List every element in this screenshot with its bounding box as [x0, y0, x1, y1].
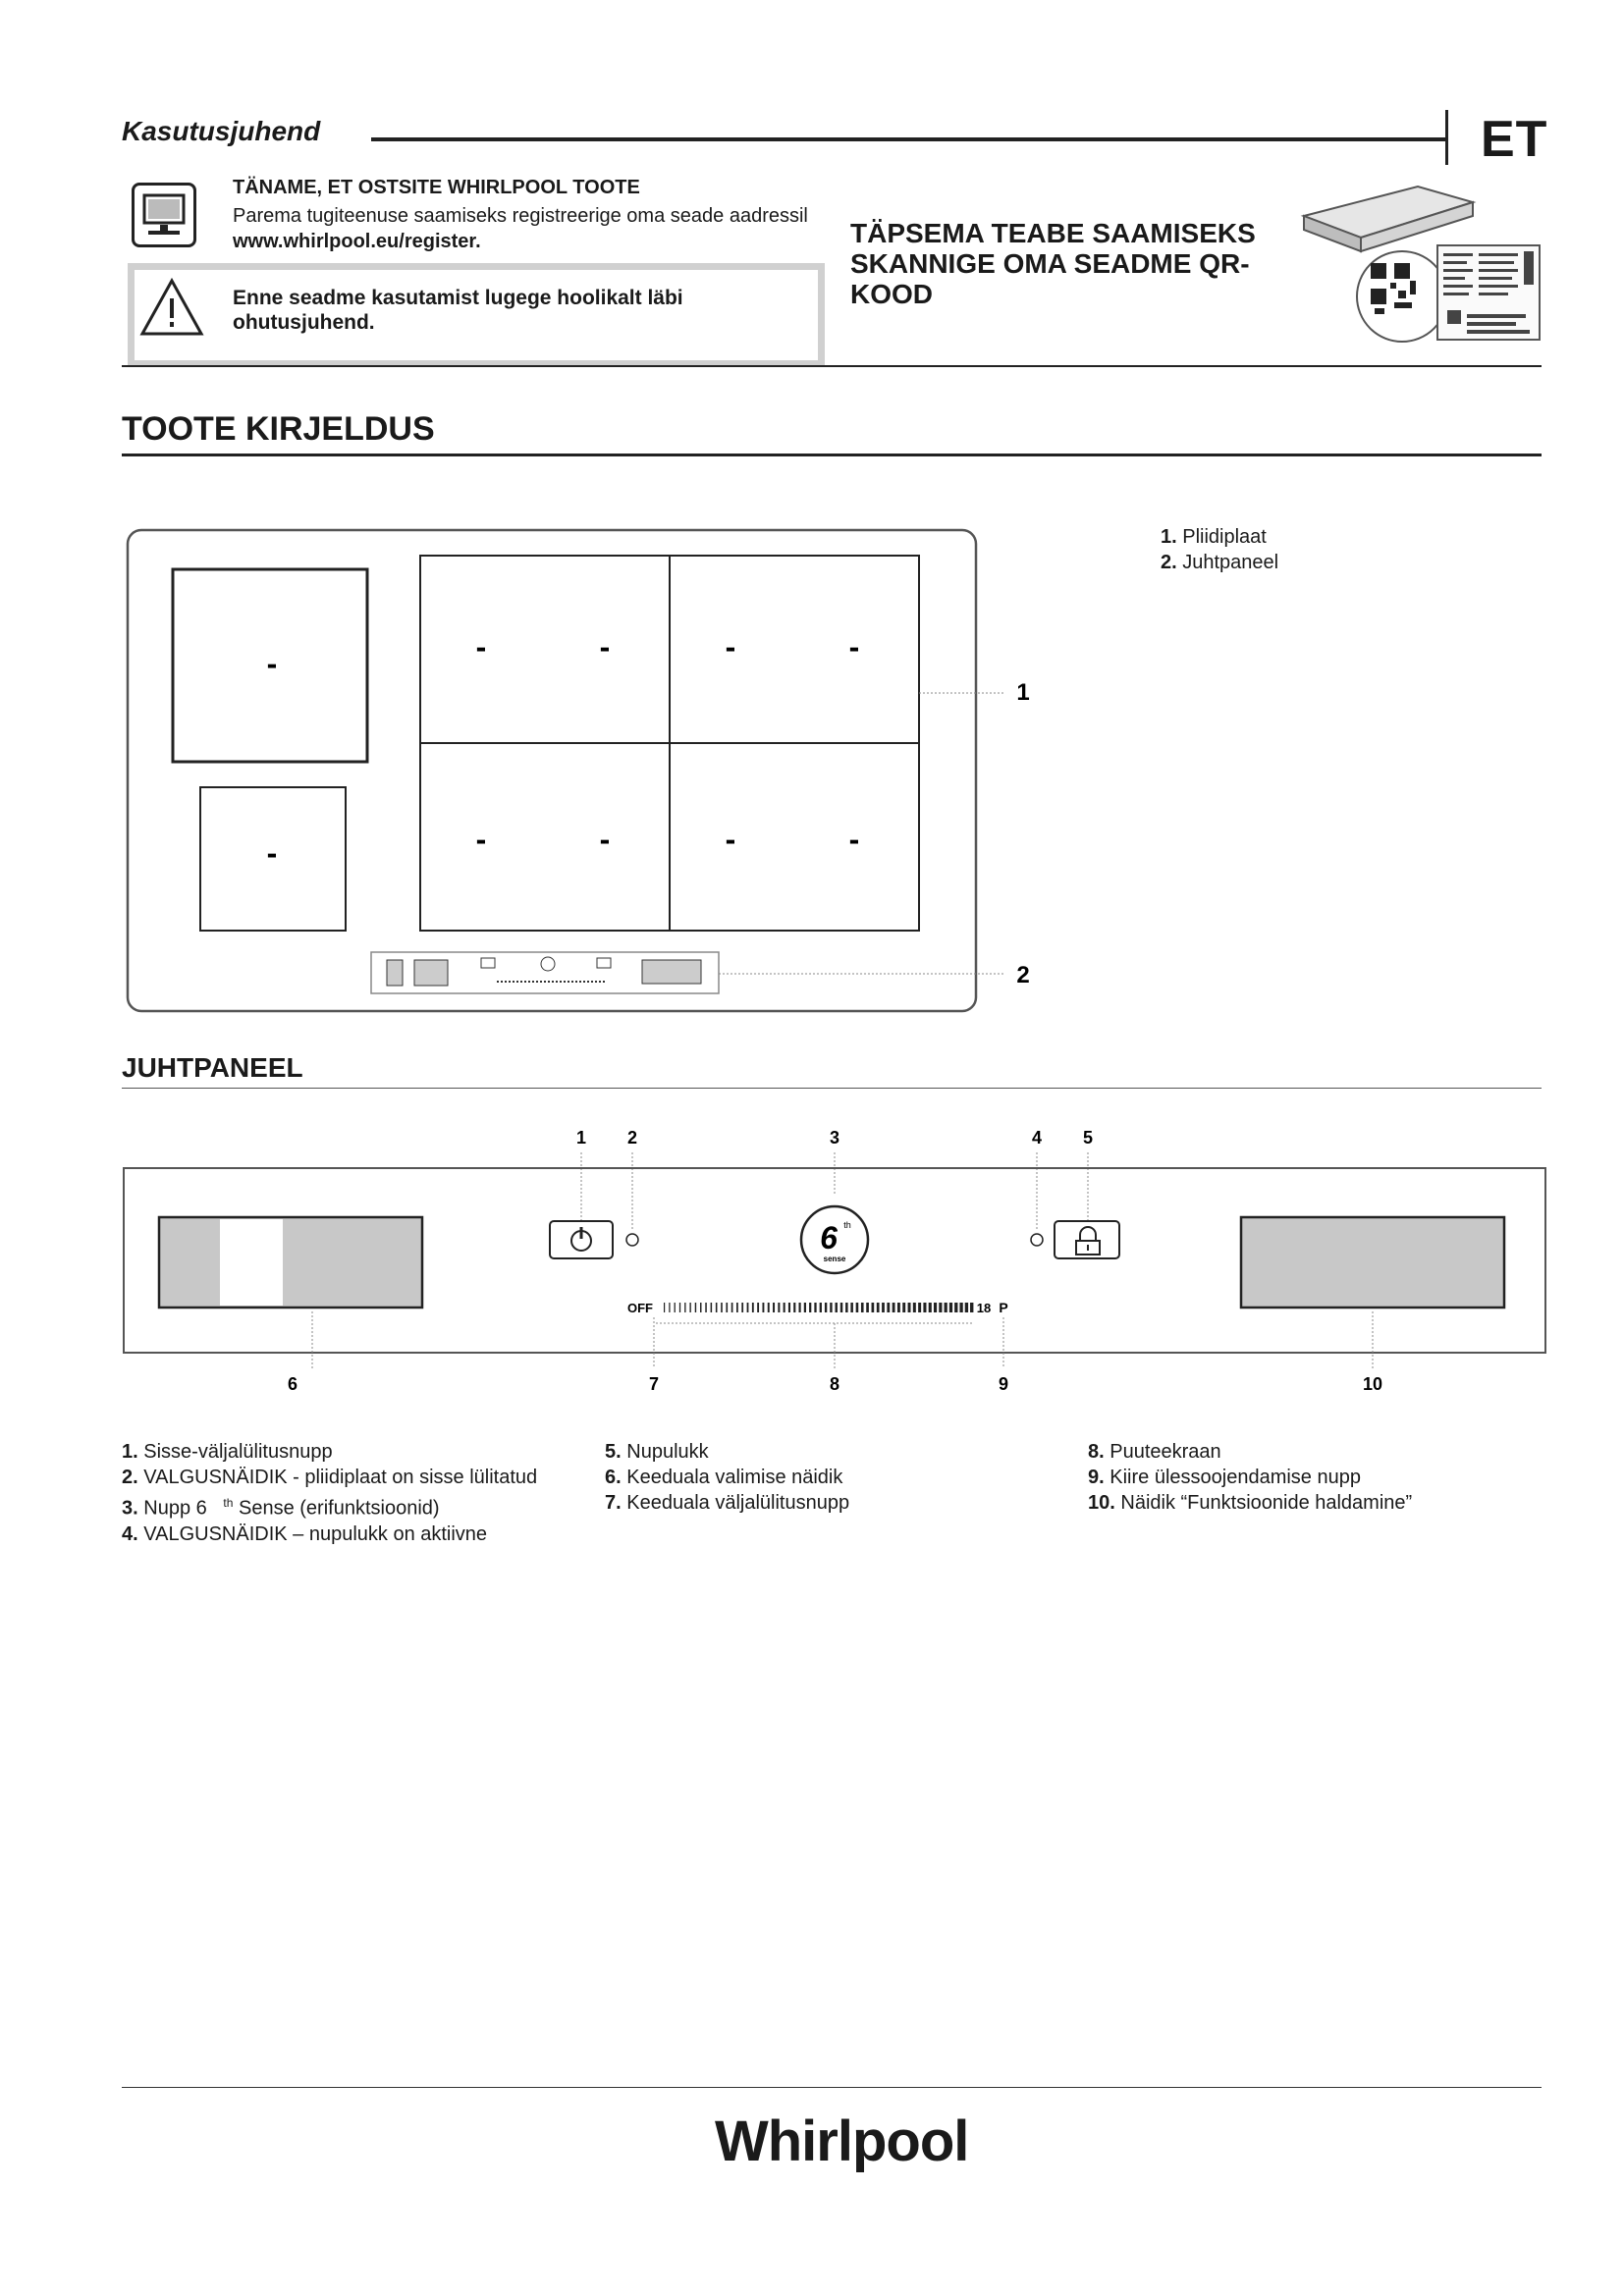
warning-line-1: Enne seadme kasutamist lugege hoolikalt läbi — [233, 287, 683, 309]
slider-tick — [939, 1303, 942, 1312]
legend-item: 9. Kiire ülessoojendamise nupp — [1088, 1467, 1361, 1488]
slider-tick — [830, 1303, 832, 1312]
slider-tick — [877, 1303, 880, 1312]
slider-tick — [934, 1303, 937, 1312]
product-heading-rule — [122, 454, 1542, 456]
power-indicator-led — [626, 1234, 638, 1246]
qr-line-1: TÄPSEMA TEABE SAAMISEKS — [850, 218, 1256, 248]
control-panel-rule — [122, 1088, 1542, 1089]
slider-tick — [945, 1303, 947, 1312]
whirlpool-logo: Whirlpool — [715, 2109, 969, 2173]
function-display — [1241, 1217, 1504, 1308]
warning-text — [233, 286, 743, 335]
product-legend — [1161, 524, 1278, 575]
footer-rule — [122, 2087, 1542, 2088]
slider-tick — [887, 1303, 890, 1312]
register-url[interactable]: www.whirlpool.eu/register. — [233, 231, 481, 252]
legend-item: 5. Nupulukk — [605, 1441, 709, 1463]
qr-line-3: KOOD — [850, 279, 933, 309]
slider-tick — [897, 1303, 900, 1312]
slider-tick — [705, 1303, 706, 1312]
slider-tick — [757, 1303, 759, 1312]
slider-tick — [949, 1303, 952, 1312]
slider-tick — [664, 1303, 665, 1312]
qr-line-2: SKANNIGE OMA SEADME QR- — [850, 248, 1250, 279]
slider-tick — [825, 1303, 827, 1312]
slider-tick — [908, 1303, 911, 1312]
legend-item: 4. VALGUSNÄIDIK – nupulukk on aktiivne — [122, 1522, 488, 1545]
panel-num-10: 10 — [1362, 1374, 1383, 1394]
slider-tick — [959, 1303, 962, 1312]
panel-num-7: 7 — [648, 1374, 660, 1394]
control-panel-diagram — [118, 1119, 1551, 1404]
panel-num-8: 8 — [829, 1374, 840, 1394]
legend-item: 7. Keeduala väljalülitusnupp — [605, 1492, 850, 1514]
slider-tick — [689, 1303, 690, 1312]
slider-tick — [840, 1303, 842, 1312]
slider-tick — [731, 1303, 733, 1312]
slider-tick — [866, 1303, 869, 1312]
hob-diagram — [122, 520, 1045, 1031]
register-text — [233, 203, 808, 254]
sense-sup: th — [843, 1220, 851, 1230]
warning-line-2: ohutusjuhend. — [233, 311, 375, 334]
callout-2: 2 — [1016, 962, 1030, 988]
zone-mark: - — [475, 822, 487, 857]
slider-tick — [695, 1303, 696, 1312]
slider-tick — [788, 1303, 790, 1312]
sense-word: sense — [823, 1255, 846, 1263]
panel-legend-col-2 — [605, 1439, 849, 1516]
slider-max-label: 18 — [976, 1301, 992, 1315]
slider-tick — [778, 1303, 780, 1312]
qr-label-illustration — [1300, 183, 1545, 350]
slider-tick — [768, 1303, 770, 1312]
slider-tick — [902, 1303, 905, 1312]
panel-num-6: 6 — [287, 1374, 298, 1394]
legend-item: 1. Sisse-väljalülitusnupp — [122, 1441, 333, 1463]
slider-tick — [882, 1303, 885, 1312]
slider-tick — [893, 1303, 895, 1312]
slider-tick — [954, 1303, 957, 1312]
slider-tick — [804, 1303, 806, 1312]
slider-tick — [809, 1303, 811, 1312]
zone-mark: - — [848, 629, 860, 665]
zone-mark: - — [725, 822, 736, 857]
control-panel-heading: JUHTPANEEL — [122, 1052, 303, 1083]
legend-item: 1. Pliidiplaat — [1161, 526, 1267, 548]
slider-tick — [850, 1303, 853, 1312]
slider-tick — [793, 1303, 795, 1312]
legend-item: 10. Näidik “Funktsioonide haldamine” — [1088, 1492, 1413, 1514]
qr-heading — [850, 218, 1282, 309]
zone-mark: - — [599, 822, 611, 857]
zone-mark: - — [475, 629, 487, 665]
slider-tick — [716, 1303, 718, 1312]
slider-tick — [679, 1303, 680, 1312]
slider-boost-label: P — [999, 1300, 1008, 1315]
slider-tick — [773, 1303, 775, 1312]
legend-item: 8. Puuteekraan — [1088, 1441, 1221, 1463]
slider-tick — [856, 1303, 859, 1312]
slider-tick — [675, 1303, 676, 1312]
zone-mark: - — [599, 629, 611, 665]
slider-tick — [970, 1303, 973, 1312]
slider-tick — [845, 1303, 848, 1312]
legend-item: 3. Nupp 6 $^{th}$ Sense (erifunktsioonid) — [122, 1496, 440, 1520]
slider-tick — [798, 1303, 800, 1312]
slider-tick — [913, 1303, 916, 1312]
zone-mark: - — [848, 822, 860, 857]
slider-tick — [669, 1303, 670, 1312]
panel-num-5: 5 — [1082, 1128, 1094, 1148]
slider-tick — [965, 1303, 968, 1312]
intro-rule — [122, 365, 1542, 367]
document-title: Kasutusjuhend — [122, 116, 321, 146]
slider-tick — [752, 1303, 754, 1312]
slider-tick — [929, 1303, 932, 1312]
slider-tick — [711, 1303, 713, 1312]
panel-legend-col-1 — [122, 1439, 537, 1547]
panel-num-4: 4 — [1031, 1128, 1043, 1148]
thanks-heading: TÄNAME, ET OSTSITE WHIRLPOOL TOOTE — [233, 177, 640, 198]
slider-off-label: OFF — [627, 1301, 653, 1315]
power-button — [550, 1221, 613, 1258]
legend-item: 2. VALGUSNÄIDIK - pliidiplaat on sisse lülitatud — [122, 1467, 538, 1488]
slider-tick — [736, 1303, 738, 1312]
slider-tick — [721, 1303, 723, 1312]
zone-mark: - — [266, 835, 278, 871]
header-rule — [371, 137, 1445, 141]
zone-select-display — [159, 1217, 422, 1308]
zone-mark: - — [266, 646, 278, 681]
header-divider — [1445, 110, 1448, 165]
legend-item: 6. Keeduala valimise näidik — [605, 1467, 843, 1488]
product-heading: TOOTE KIRJELDUS — [122, 410, 435, 448]
panel-num-9: 9 — [998, 1374, 1009, 1394]
slider-tick — [684, 1303, 685, 1312]
legend-item: 2. Juhtpaneel — [1161, 552, 1279, 573]
panel-num-1: 1 — [575, 1128, 587, 1148]
slider-tick — [784, 1303, 785, 1312]
slider-tick — [814, 1303, 816, 1312]
slider-tick — [836, 1303, 838, 1312]
lock-indicator-led — [1031, 1234, 1043, 1246]
language-code: ET — [1481, 111, 1548, 168]
panel-num-3: 3 — [829, 1128, 840, 1148]
panel-num-2: 2 — [626, 1128, 638, 1148]
slider-tick — [872, 1303, 875, 1312]
monitor-icon — [132, 183, 196, 247]
slider-tick — [762, 1303, 764, 1312]
hob-outline — [128, 530, 976, 1011]
register-line: Parema tugiteenuse saamiseks registreerige oma seade aadressil — [233, 205, 808, 227]
slider-tick — [820, 1303, 822, 1312]
panel-legend-col-3 — [1088, 1439, 1412, 1516]
slider-tick — [726, 1303, 728, 1312]
slider-tick — [747, 1303, 749, 1312]
zone-mark: - — [725, 629, 736, 665]
slider-tick — [700, 1303, 701, 1312]
touch-slider — [664, 1303, 973, 1312]
slider-tick — [741, 1303, 743, 1312]
slider-tick — [861, 1303, 864, 1312]
sense-logo: 6 — [820, 1220, 838, 1255]
callout-1: 1 — [1016, 679, 1030, 706]
warning-icon — [139, 277, 204, 343]
slider-tick — [923, 1303, 926, 1312]
slider-tick — [918, 1303, 921, 1312]
